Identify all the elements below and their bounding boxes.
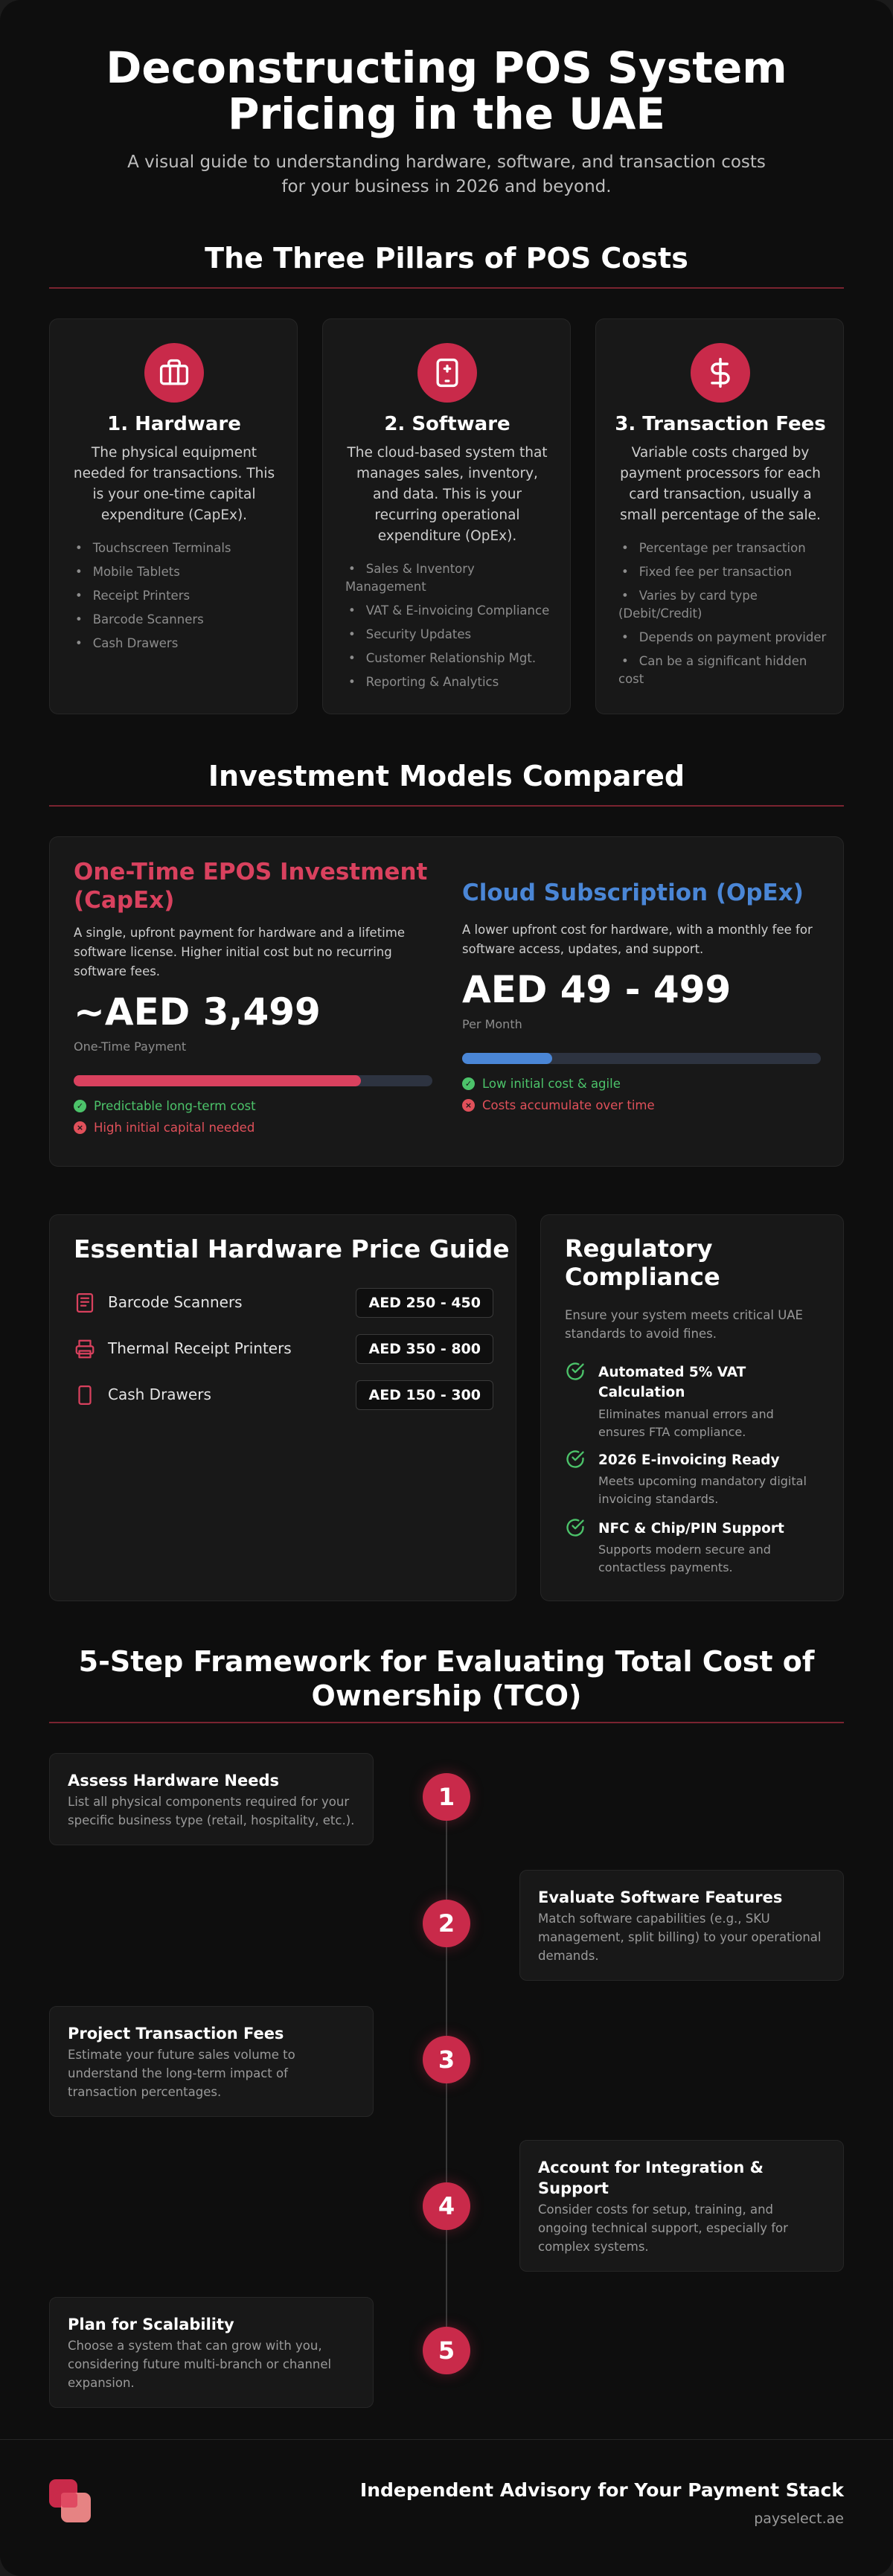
compliance-title-line-2: Compliance — [565, 1263, 720, 1291]
capex-title-line-2: (CapEx) — [74, 887, 175, 914]
compliance-item-description: Supports modern secure and contactless payments. — [598, 1542, 771, 1574]
brand-logo-icon — [49, 2479, 97, 2527]
cash-drawer-icon — [74, 1384, 96, 1406]
pillar-item-list — [618, 539, 830, 694]
step-card-2 — [519, 1870, 844, 1981]
opex-title: Cloud Subscription (OpEx) — [462, 880, 804, 906]
section-divider — [49, 1722, 844, 1723]
step-card-5 — [49, 2297, 374, 2408]
step-title: Account for Integration & Support — [538, 2159, 764, 2197]
x-circle-icon: × — [74, 1121, 86, 1134]
list-item: • Cash Drawers — [72, 635, 284, 653]
barcode-scanner-icon — [74, 1292, 96, 1314]
opex-term: Per Month — [462, 1017, 522, 1031]
pillar-card-hardware — [49, 318, 298, 714]
framework-title-line-2: Ownership (TCO) — [311, 1679, 582, 1712]
step-number-1: 1 — [423, 1773, 470, 1821]
opex-con-text: Costs accumulate over time — [482, 1098, 655, 1112]
step-description: Consider costs for setup, training, and ongoing technical support, especially for complex systems. — [538, 2202, 788, 2254]
hardware-price-row — [74, 1333, 493, 1364]
framework-title-line-1: 5-Step Framework for Evaluating Total Cost of — [78, 1645, 815, 1678]
list-item: • VAT & E-invoicing Compliance — [345, 602, 557, 620]
step-description: Choose a system that can grow with you, considering future multi-branch or channel expansion. — [68, 2339, 332, 2390]
capex-pro — [74, 1099, 256, 1113]
opex-con — [462, 1098, 655, 1112]
list-item: • Reporting & Analytics — [345, 673, 557, 691]
check-circle-icon — [565, 1449, 586, 1470]
pillar-item-list — [72, 539, 284, 659]
footer-tagline: Independent Advisory for Your Payment Stack — [359, 2479, 844, 2501]
list-item: • Security Updates — [345, 626, 557, 644]
capex-term: One-Time Payment — [74, 1039, 187, 1054]
compliance-item-description: Meets upcoming mandatory digital invoicing standards. — [598, 1474, 807, 1506]
briefcase-icon — [144, 343, 204, 403]
compliance-item-description: Eliminates manual errors and ensures FTA compliance. — [598, 1407, 774, 1439]
hardware-price-badge: AED 250 - 450 — [356, 1288, 493, 1318]
compliance-title-line-1: Regulatory — [565, 1234, 713, 1263]
check-circle-icon: ✓ — [74, 1100, 86, 1112]
opex-cost-bar — [462, 1053, 821, 1064]
page-title — [74, 42, 819, 139]
list-item: • Receipt Printers — [72, 587, 284, 605]
footer-website-link[interactable]: payselect.ae — [754, 2511, 844, 2527]
opex-cost-bar-fill — [462, 1053, 552, 1064]
opex-pro — [462, 1077, 621, 1091]
capex-cost-bar-fill — [74, 1075, 361, 1086]
hardware-name: Cash Drawers — [108, 1385, 211, 1403]
compliance-item-title: Automated 5% VAT Calculation — [598, 1365, 746, 1400]
list-item: • Barcode Scanners — [72, 611, 284, 629]
step-title: Evaluate Software Features — [538, 1888, 783, 1906]
compliance-subtitle: Ensure your system meets critical UAE standards to avoid fines. — [565, 1308, 803, 1341]
step-card-3 — [49, 2006, 374, 2117]
opex-price: AED 49 - 499 — [462, 968, 732, 1011]
page-title-line-2: Pricing in the UAE — [228, 89, 665, 139]
pillar-description: Variable costs charged by payment processors for each card transaction, usually a small percentage of the sale. — [620, 445, 821, 523]
step-description: Match software capabilities (e.g., SKU management, split billing) to your operational demands. — [538, 1912, 822, 1963]
compliance-item — [565, 1449, 825, 1516]
pillars-section-title: The Three Pillars of POS Costs — [205, 242, 688, 275]
list-item: • Touchscreen Terminals — [72, 539, 284, 557]
step-card-4 — [519, 2140, 844, 2272]
pillar-title: 3. Transaction Fees — [615, 413, 826, 435]
list-item: • Fixed fee per transaction — [618, 563, 830, 581]
pillar-title: 1. Hardware — [107, 413, 241, 435]
step-number-3: 3 — [423, 2036, 470, 2083]
step-description: List all physical components required for your specific business type (retail, hospitality, etc.). — [68, 1795, 355, 1827]
check-circle-icon: ✓ — [462, 1077, 475, 1090]
models-section-title: Investment Models Compared — [208, 760, 685, 792]
printer-icon — [74, 1338, 96, 1360]
hardware-guide-title: Essential Hardware Price Guide — [74, 1234, 510, 1263]
compliance-title — [565, 1234, 825, 1291]
dollar-icon — [691, 343, 750, 403]
page-subtitle — [97, 150, 796, 199]
step-title: Project Transaction Fees — [68, 2025, 284, 2042]
compliance-item — [565, 1517, 825, 1584]
capex-title — [74, 858, 431, 914]
capex-price: ~AED 3,499 — [74, 990, 321, 1034]
compliance-item-title: 2026 E-invoicing Ready — [598, 1452, 780, 1468]
step-title: Assess Hardware Needs — [68, 1772, 280, 1790]
capex-title-line-1: One-Time EPOS Investment — [74, 859, 428, 885]
list-item: • Customer Relationship Mgt. — [345, 650, 557, 667]
check-circle-icon — [565, 1517, 586, 1538]
step-number-2: 2 — [423, 1900, 470, 1947]
step-card-1 — [49, 1753, 374, 1845]
list-item: • Percentage per transaction — [618, 539, 830, 557]
list-item: • Depends on payment provider — [618, 629, 830, 647]
compliance-item — [565, 1361, 825, 1443]
x-circle-icon: × — [462, 1099, 475, 1112]
framework-section-title — [49, 1644, 844, 1713]
hardware-name: Thermal Receipt Printers — [108, 1339, 292, 1357]
opex-description: A lower upfront cost for hardware, with a monthly fee for software access, updates, and support. — [462, 923, 813, 956]
hardware-name: Barcode Scanners — [108, 1293, 243, 1311]
tablet-icon — [417, 343, 477, 403]
opex-pro-text: Low initial cost & agile — [482, 1077, 621, 1091]
list-item: • Can be a significant hidden cost — [618, 653, 830, 688]
section-divider — [49, 805, 844, 807]
page-subtitle-line-2: for your business in 2026 and beyond. — [281, 177, 612, 196]
pillar-title: 2. Software — [384, 413, 510, 435]
step-number-4: 4 — [423, 2182, 470, 2230]
pillar-card-transaction-fees — [595, 318, 844, 714]
page-title-line-1: Deconstructing POS System — [106, 42, 787, 93]
pillar-card-software — [322, 318, 571, 714]
capex-pro-text: Predictable long-term cost — [94, 1099, 256, 1113]
investment-models-card — [49, 836, 844, 1167]
hardware-price-badge: AED 150 - 300 — [356, 1380, 493, 1410]
check-circle-icon — [565, 1361, 586, 1382]
pillar-description: The cloud-based system that manages sales, inventory, and data. This is your recurring operational expenditure (OpEx). — [347, 445, 548, 544]
capex-cost-bar — [74, 1075, 432, 1086]
capex-con — [74, 1121, 255, 1135]
pillar-description: The physical equipment needed for transactions. This is your one-time capital expenditure (CapEx). — [73, 445, 275, 523]
pillar-item-list — [345, 560, 557, 697]
list-item: • Mobile Tablets — [72, 563, 284, 581]
hardware-price-row — [74, 1287, 493, 1318]
capex-description: A single, upfront payment for hardware and a lifetime software license. Higher initial cost but no recurring software fees. — [74, 926, 405, 978]
hardware-price-row — [74, 1379, 493, 1410]
compliance-item-title: NFC & Chip/PIN Support — [598, 1521, 784, 1537]
footer-divider — [0, 2439, 893, 2440]
list-item: • Sales & Inventory Management — [345, 560, 557, 596]
hardware-price-badge: AED 350 - 800 — [356, 1334, 493, 1364]
step-description: Estimate your future sales volume to understand the long-term impact of transaction percentages. — [68, 2048, 295, 2099]
page-subtitle-line-1: A visual guide to understanding hardware, software, and transaction costs — [127, 153, 766, 172]
hardware-price-guide-card — [49, 1214, 516, 1601]
capex-con-text: High initial capital needed — [94, 1121, 255, 1135]
section-divider — [49, 287, 844, 289]
step-title: Plan for Scalability — [68, 2316, 234, 2333]
list-item: • Varies by card type (Debit/Credit) — [618, 587, 830, 623]
step-number-5: 5 — [423, 2327, 470, 2374]
regulatory-compliance-card — [540, 1214, 844, 1601]
